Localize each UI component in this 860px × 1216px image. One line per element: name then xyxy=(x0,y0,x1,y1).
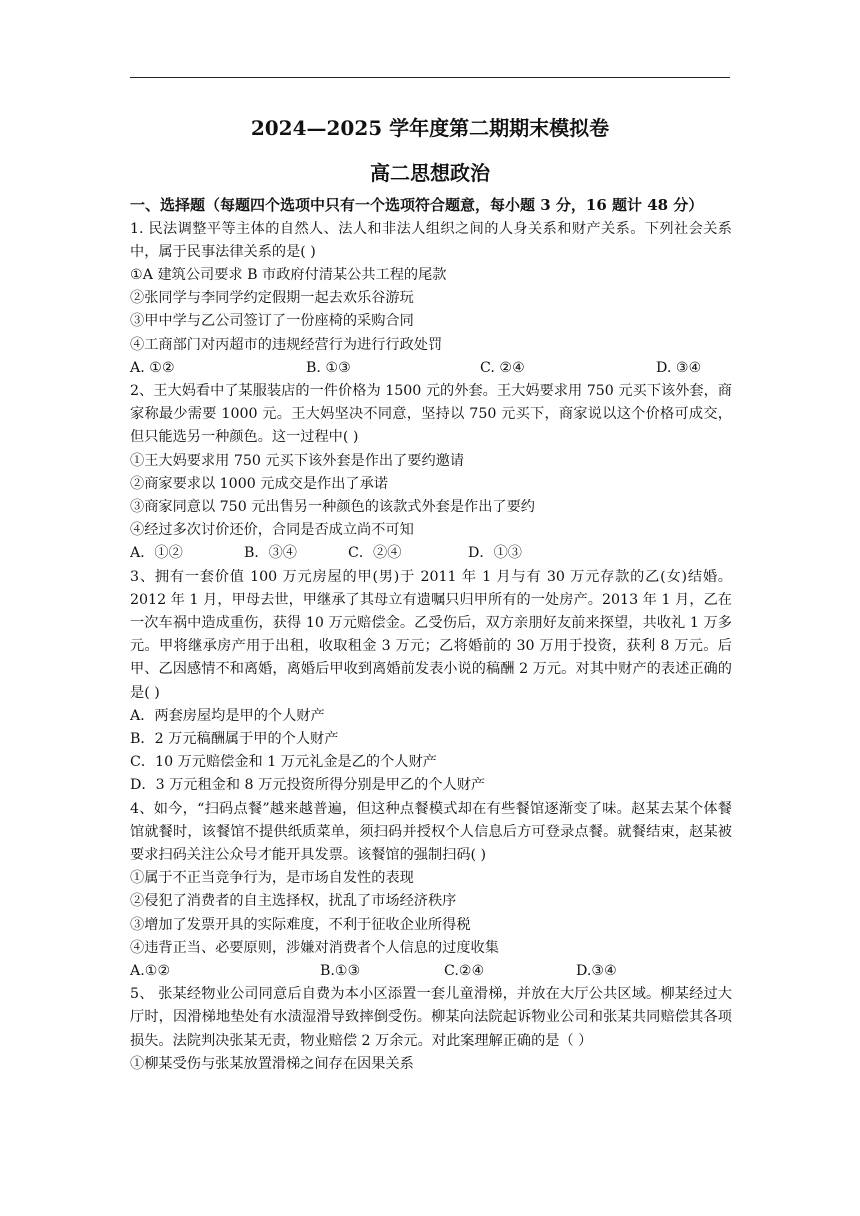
question-stem: 5、 张某经物业公司同意后自费为本小区添置一套儿童滑梯，并放在大厅公共区域。柳某经过大厅时，因滑梯地垫处有水渍湿滑导致摔倒受伤。柳某向法院起诉物业公司和张某共同赔偿其各项损失。法院判决张某无责，物业赔偿 2 万余元。对此案理解正确的是（ ） xyxy=(130,986,732,1049)
question-2 xyxy=(130,380,732,566)
statement: ③商家同意以 750 元出售另一种颜色的该款式外套是作出了要约 xyxy=(130,498,535,515)
statement: ③甲中学与乙公司签订了一份座椅的采购合同 xyxy=(130,313,414,330)
statement: ②侵犯了消费者的自主选择权，扰乱了市场经济秩序 xyxy=(130,893,457,910)
exam-subject: 高二思想政治 xyxy=(370,161,490,185)
statement: ④经过多次讨价还价，合同是否成立尚不可知 xyxy=(130,522,414,539)
statement: ①柳某受伤与张某放置滑梯之间存在因果关系 xyxy=(130,1055,414,1072)
options-row xyxy=(130,542,732,565)
option-a: A．①② xyxy=(130,545,183,562)
option-c: C．②④ xyxy=(348,545,402,562)
option-d: D. ③④ xyxy=(656,359,702,376)
option-c: C．10 万元赔偿金和 1 万元礼金是乙的个人财产 xyxy=(130,754,437,771)
option-d: D．3 万元租金和 8 万元投资所得分别是甲乙的个人财产 xyxy=(130,777,486,794)
statement: ④工商部门对丙超市的违规经营行为进行行政处罚 xyxy=(130,336,443,353)
question-1 xyxy=(130,218,732,380)
header-rule xyxy=(130,77,730,78)
question-3 xyxy=(130,566,732,798)
option-a: A.①② xyxy=(130,963,171,979)
statement: ①属于不正当竞争行为，是市场自发性的表现 xyxy=(130,870,414,887)
question-5 xyxy=(130,983,732,1076)
statement: ①王大妈要求用 750 元买下该外套是作出了要约邀请 xyxy=(130,452,465,469)
question-stem: 4、如今，“扫码点餐”越来越普遍，但这种点餐模式却在有些餐馆逐渐变了味。赵某去某个体餐馆就餐时，该餐馆不提供纸质菜单，须扫码并授权个人信息后方可登录点餐。就餐结束，赵某被要求扫码关注公众号才能开具发票。该餐馆的强制扫码( ) xyxy=(130,800,732,863)
question-stem: 2、王大妈看中了某服装店的一件价格为 1500 元的外套。王大妈要求用 750 元买下该外套，商家称最少需要 1000 元。王大妈坚决不同意，坚持以 750 元买下，商家说以这个价格可成交，但只能选另一种颜色。这一过程中( ) xyxy=(130,382,732,446)
option-a: A. ①② xyxy=(130,359,175,376)
option-c: C.②④ xyxy=(444,963,485,979)
options-row xyxy=(130,960,732,983)
option-b: B.①③ xyxy=(320,963,361,979)
question-4 xyxy=(130,798,732,984)
question-stem: 1. 民法调整平等主体的自然人、法人和非法人组织之间的人身关系和财产关系。下列社会关系中，属于民事法律关系的是( ) xyxy=(130,220,732,260)
exam-body xyxy=(130,194,732,1076)
statement: ④违背正当、必要原则，涉嫌对消费者个人信息的过度收集 xyxy=(130,939,499,956)
option-d: D．①③ xyxy=(468,545,522,562)
option-c: C. ②④ xyxy=(480,359,525,376)
statement: ②张同学与李同学约定假期一起去欢乐谷游玩 xyxy=(130,290,414,307)
option-a: A．两套房屋均是甲的个人财产 xyxy=(130,707,325,724)
section-heading: 一、选择题（每题四个选项中只有一个选项符合题意，每小题 3 分，16 题计 48 分） xyxy=(130,196,704,214)
statement: ②商家要求以 1000 元成交是作出了承诺 xyxy=(130,475,388,492)
option-b: B. ①③ xyxy=(306,359,351,376)
question-stem: 3、拥有一套价值 100 万元房屋的甲(男)于 2011 年 1 月与有 30 万元存款的乙(女)结婚。2012 年 1 月，甲母去世，甲继承了其母立有遗嘱只归甲所有的一处房产。2013 年 1 月，乙在一次车祸中造成重伤，获得 10 万元赔偿金。乙受伤后，双方亲朋好友前来探望，共收礼 1 万多元。甲将继承房产用于出租，收取租金 3 万元；乙将婚前的 30 万用于投资，获利 8 万元。后甲、乙因感情不和离婚，离婚后甲收到离婚前发表小说的稿酬 2 万元。对其中财产的表述正确的是( ) xyxy=(130,568,732,701)
statement: ③增加了发票开具的实际难度，不利于征收企业所得税 xyxy=(130,916,471,933)
option-b: B．2 万元稿酬属于甲的个人财产 xyxy=(130,730,339,747)
statement: ①A 建筑公司要求 B 市政府付清某公共工程的尾款 xyxy=(130,266,447,283)
option-b: B．③④ xyxy=(244,545,297,562)
option-d: D.③④ xyxy=(576,963,617,979)
options-row xyxy=(130,357,732,380)
exam-title: 2024—2025 学年度第二期期末模拟卷 xyxy=(250,116,610,140)
